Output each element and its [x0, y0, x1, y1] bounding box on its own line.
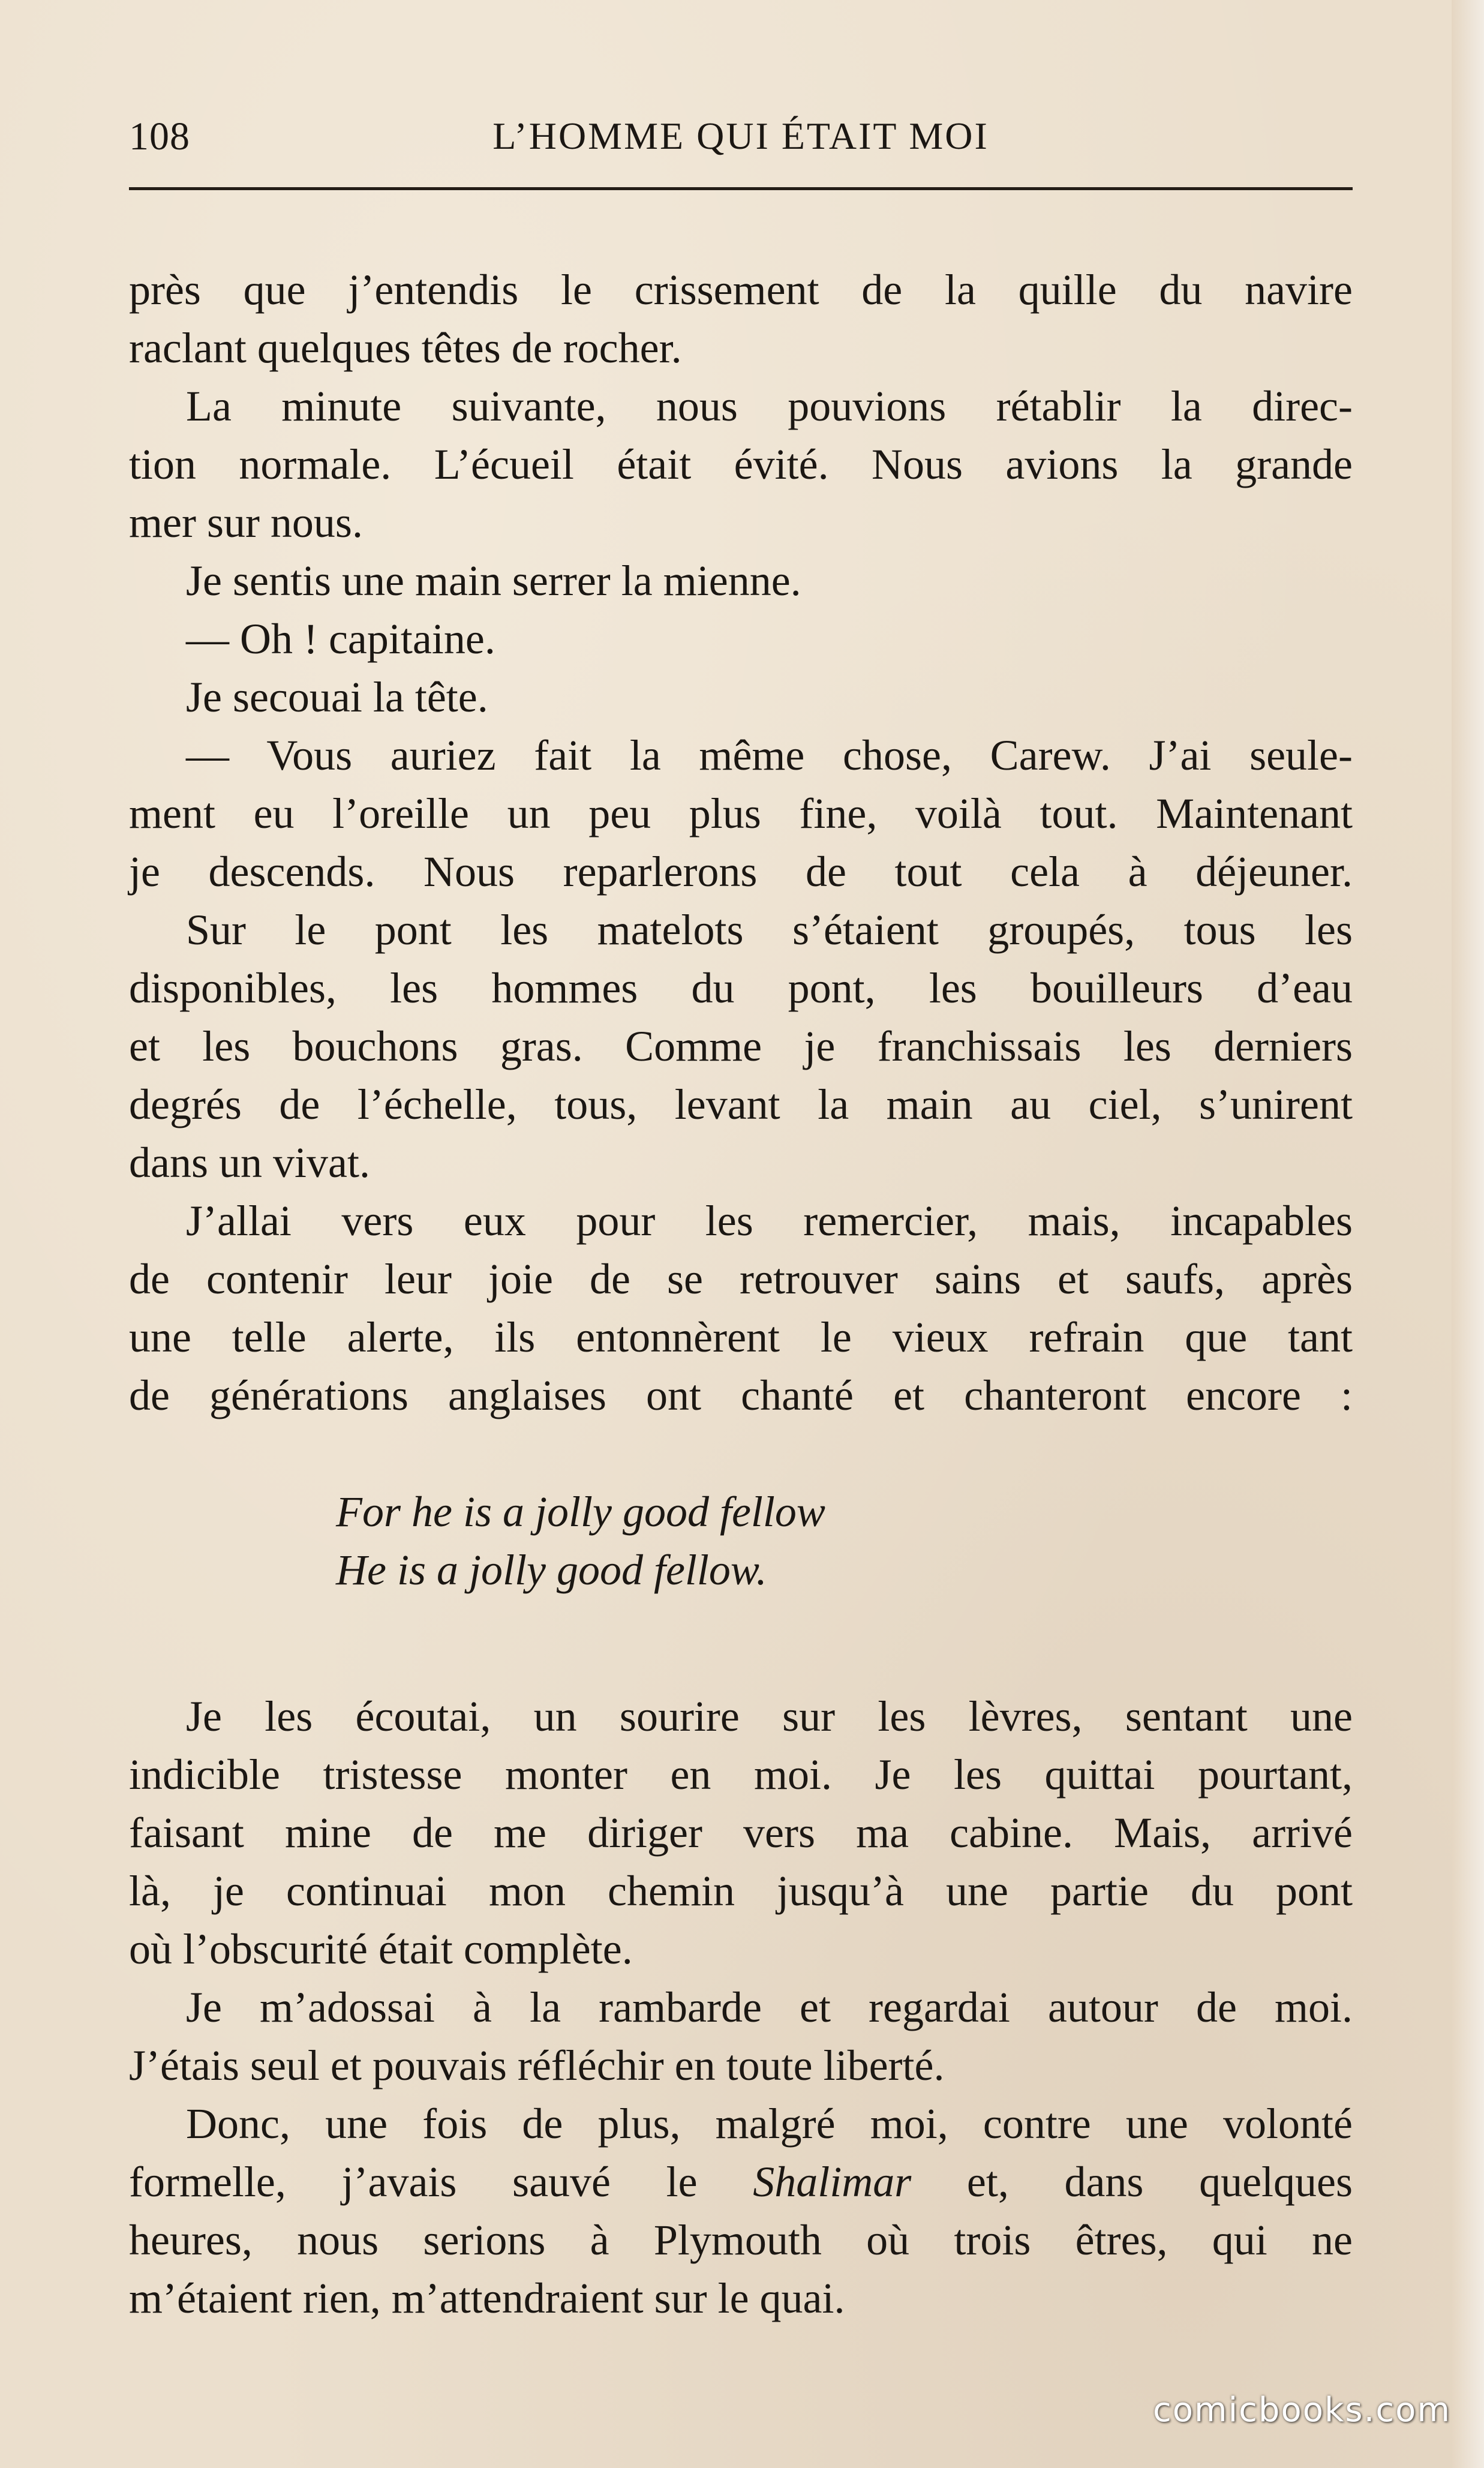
text-line: m’étaient rien, m’attendraient sur le quai. — [129, 2274, 845, 2322]
text-line: et les bouchons gras. Comme je franchissais les derniers — [129, 1022, 1353, 1070]
text-line: là, je continuai mon chemin jusqu’à une partie du pont — [129, 1867, 1353, 1915]
verse-spacer — [129, 1425, 1353, 1483]
text-segment: et, dans quelques — [966, 2158, 1353, 2206]
ship-name: Shalimar — [753, 2158, 912, 2206]
text-line: Je les écoutai, un sourire sur les lèvres, sentant une — [186, 1692, 1353, 1740]
text-line: tion normale. L’écueil était évité. Nous avions la grande — [129, 440, 1353, 488]
text-line: de générations anglaises ont chanté et chanteront encore : — [129, 1371, 1353, 1419]
text-line: Sur le pont les matelots s’étaient groupés, tous les — [186, 906, 1353, 954]
text-line: je descends. Nous reparlerons de tout cela à déjeuner. — [129, 848, 1353, 896]
text-line: près que j’entendis le crissement de la quille du navire — [129, 266, 1353, 314]
text-line: Donc, une fois de plus, malgré moi, contre une volonté — [186, 2100, 1353, 2148]
text-line: ment eu l’oreille un peu plus fine, voilà tout. Maintenant — [129, 789, 1353, 837]
verse-line: He is a jolly good fellow. — [336, 1546, 767, 1594]
text-line: une telle alerte, ils entonnèrent le vieux refrain que tant — [129, 1313, 1353, 1361]
text-line — [129, 2153, 1353, 2211]
verse-line: For he is a jolly good fellow — [336, 1488, 825, 1536]
text-line: indicible tristesse monter en moi. Je les quittai pourtant, — [129, 1751, 1353, 1799]
text-line: dans un vivat. — [129, 1139, 370, 1187]
page-number: 108 — [129, 115, 190, 158]
text-line: Je m’adossai à la rambarde et regardai autour de moi. — [186, 1983, 1353, 2031]
verse-block — [129, 1483, 1353, 1599]
text-segment: formelle, j’avais sauvé le — [129, 2158, 698, 2206]
text-line: raclant quelques têtes de rocher. — [129, 324, 682, 372]
header-rule — [129, 187, 1353, 190]
verse-spacer — [129, 1599, 1353, 1658]
text-line: où l’obscurité était complète. — [129, 1925, 633, 1973]
text-line: — Oh ! capitaine. — [186, 615, 495, 663]
verse-spacer — [129, 1658, 1353, 1688]
text-line: faisant mine de me diriger vers ma cabine. Mais, arrivé — [129, 1809, 1353, 1857]
text-line: Je secouai la tête. — [186, 673, 488, 721]
text-line: J’allai vers eux pour les remercier, mais, incapables — [186, 1197, 1353, 1245]
text-line: — Vous auriez fait la même chose, Carew. J’ai seule- — [186, 731, 1353, 779]
page-edge — [1452, 0, 1484, 2468]
body-text — [129, 261, 1353, 2328]
text-line: de contenir leur joie de se retrouver sains et saufs, après — [129, 1255, 1353, 1303]
text-line: mer sur nous. — [129, 499, 363, 547]
text-line: Je sentis une main serrer la mienne. — [186, 557, 801, 605]
watermark: comicbooks.com — [1152, 2391, 1451, 2430]
text-line: heures, nous serions à Plymouth où trois êtres, qui ne — [129, 2216, 1353, 2264]
text-line: degrés de l’échelle, tous, levant la main au ciel, s’unirent — [129, 1080, 1353, 1128]
page-header — [129, 114, 1353, 168]
text-line: J’étais seul et pouvais réfléchir en toute liberté. — [129, 2041, 945, 2089]
running-title: L’HOMME QUI ÉTAIT MOI — [492, 115, 989, 157]
text-line: disponibles, les hommes du pont, les bouilleurs d’eau — [129, 964, 1353, 1012]
text-line: La minute suivante, nous pouvions rétablir la direc- — [186, 382, 1353, 430]
